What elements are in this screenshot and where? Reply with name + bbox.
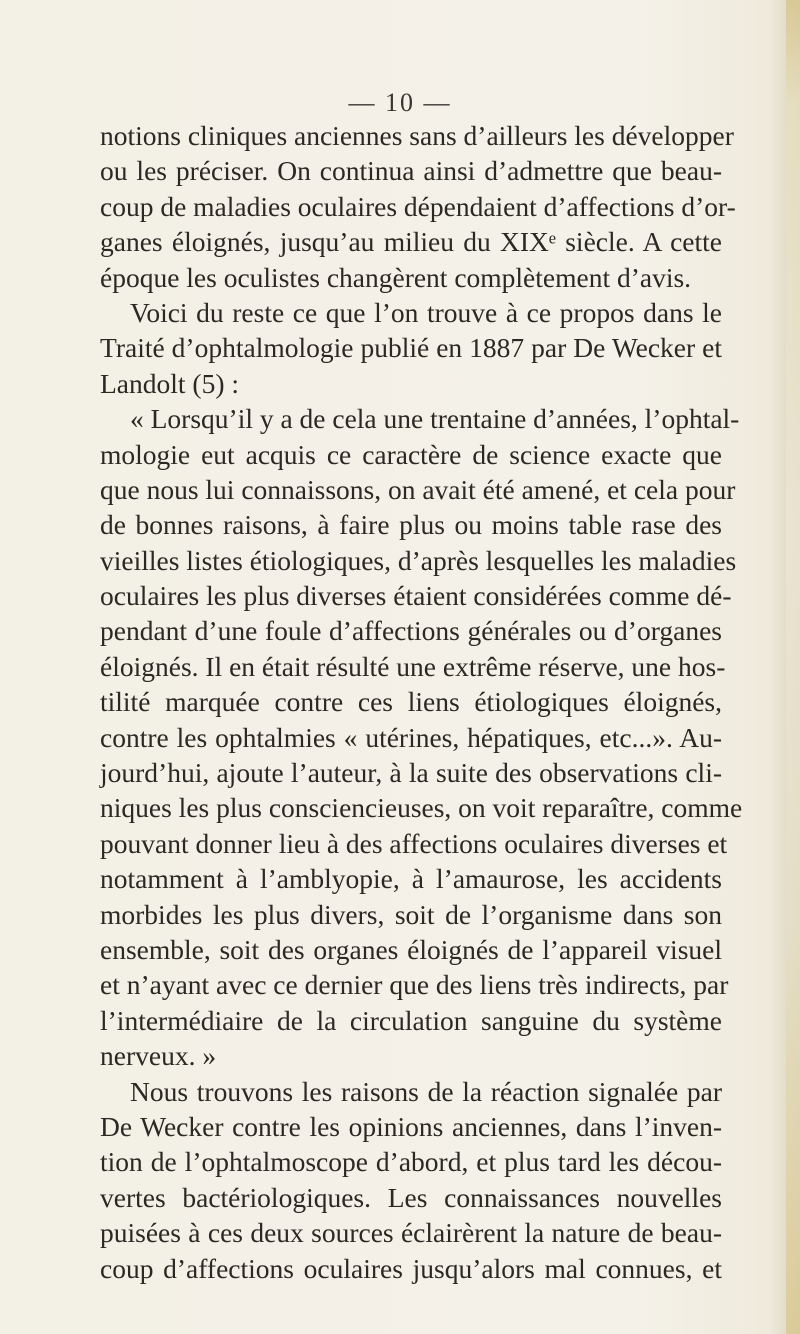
text-line: Traité d’ophtalmologie publié en 1887 par De Wecker et xyxy=(100,332,722,364)
text-line: vertes bactériologiques. Les connaissances nouvelles xyxy=(100,1181,722,1213)
page-number: — 10 — xyxy=(348,88,452,117)
text-line: ganes éloignés, jusqu’au milieu du XIXᵉ siècle. A cette xyxy=(100,226,722,258)
text-line: époque les oculistes changèrent complètement d’avis. xyxy=(100,261,692,293)
text-line: vieilles listes étiologiques, d’après lesquelles les maladies xyxy=(100,544,737,576)
text-line: puisées à ces deux sources éclairèrent la nature de beau- xyxy=(100,1217,722,1249)
text-line: l’intermédiaire de la circulation sanguine du système xyxy=(100,1004,722,1036)
text-line: que nous lui connaissons, on avait été amené, et cela pour xyxy=(100,473,736,505)
text-line: niques les plus consciencieuses, on voit reparaître, comme xyxy=(100,792,743,824)
text-line: Nous trouvons les raisons de la réaction signalée par xyxy=(130,1075,722,1107)
text-line: jourd’hui, ajoute l’auteur, à la suite des observations cli- xyxy=(100,757,722,789)
text-line: de bonnes raisons, à faire plus ou moins table rase des xyxy=(100,509,722,541)
text-line: pendant d’une foule d’affections générales ou d’organes xyxy=(100,615,722,647)
page-edge-stain xyxy=(786,0,800,1334)
text-line: pouvant donner lieu à des affections oculaires diverses et xyxy=(100,827,728,859)
text-line: tion de l’ophtalmoscope d’abord, et plus tard les décou- xyxy=(100,1146,722,1178)
text-line: ou les préciser. On continua ainsi d’admettre que beau- xyxy=(100,155,722,187)
text-line: morbides les plus divers, soit de l’organisme dans son xyxy=(100,898,722,930)
text-line: contre les ophtalmies « utérines, hépatiques, etc...». Au- xyxy=(100,721,722,753)
text-line: tilité marquée contre ces liens étiologiques éloignés, xyxy=(100,686,722,718)
text-line: et n’ayant avec ce dernier que des liens très indirects, par xyxy=(100,969,729,1001)
text-line: coup de maladies oculaires dépendaient d’affections d’or- xyxy=(100,190,736,222)
text-line: notions cliniques anciennes sans d’ailleurs les développer xyxy=(100,120,734,151)
text-line: oculaires les plus diverses étaient considérées comme dé- xyxy=(100,580,732,612)
text-line: De Wecker contre les opinions anciennes, dans l’inven- xyxy=(100,1110,722,1142)
text-line: Voici du reste ce que l’on trouve à ce propos dans le xyxy=(130,296,722,328)
text-line: notamment à l’amblyopie, à l’amaurose, les accidents xyxy=(100,863,722,895)
text-line: « Lorsqu’il y a de cela une trentaine d’années, l’ophtal- xyxy=(130,403,740,435)
body-text xyxy=(100,118,743,1286)
text-line: Landolt (5) : xyxy=(100,367,239,399)
text-line: nerveux. » xyxy=(100,1040,217,1072)
text-line: ensemble, soit des organes éloignés de l’appareil visuel xyxy=(100,933,722,965)
text-line: coup d’affections oculaires jusqu’alors mal connues, et xyxy=(100,1252,722,1284)
text-line: mologie eut acquis ce caractère de science exacte que xyxy=(100,438,722,470)
text-line: éloignés. Il en était résulté une extrême réserve, une hos- xyxy=(100,650,726,682)
